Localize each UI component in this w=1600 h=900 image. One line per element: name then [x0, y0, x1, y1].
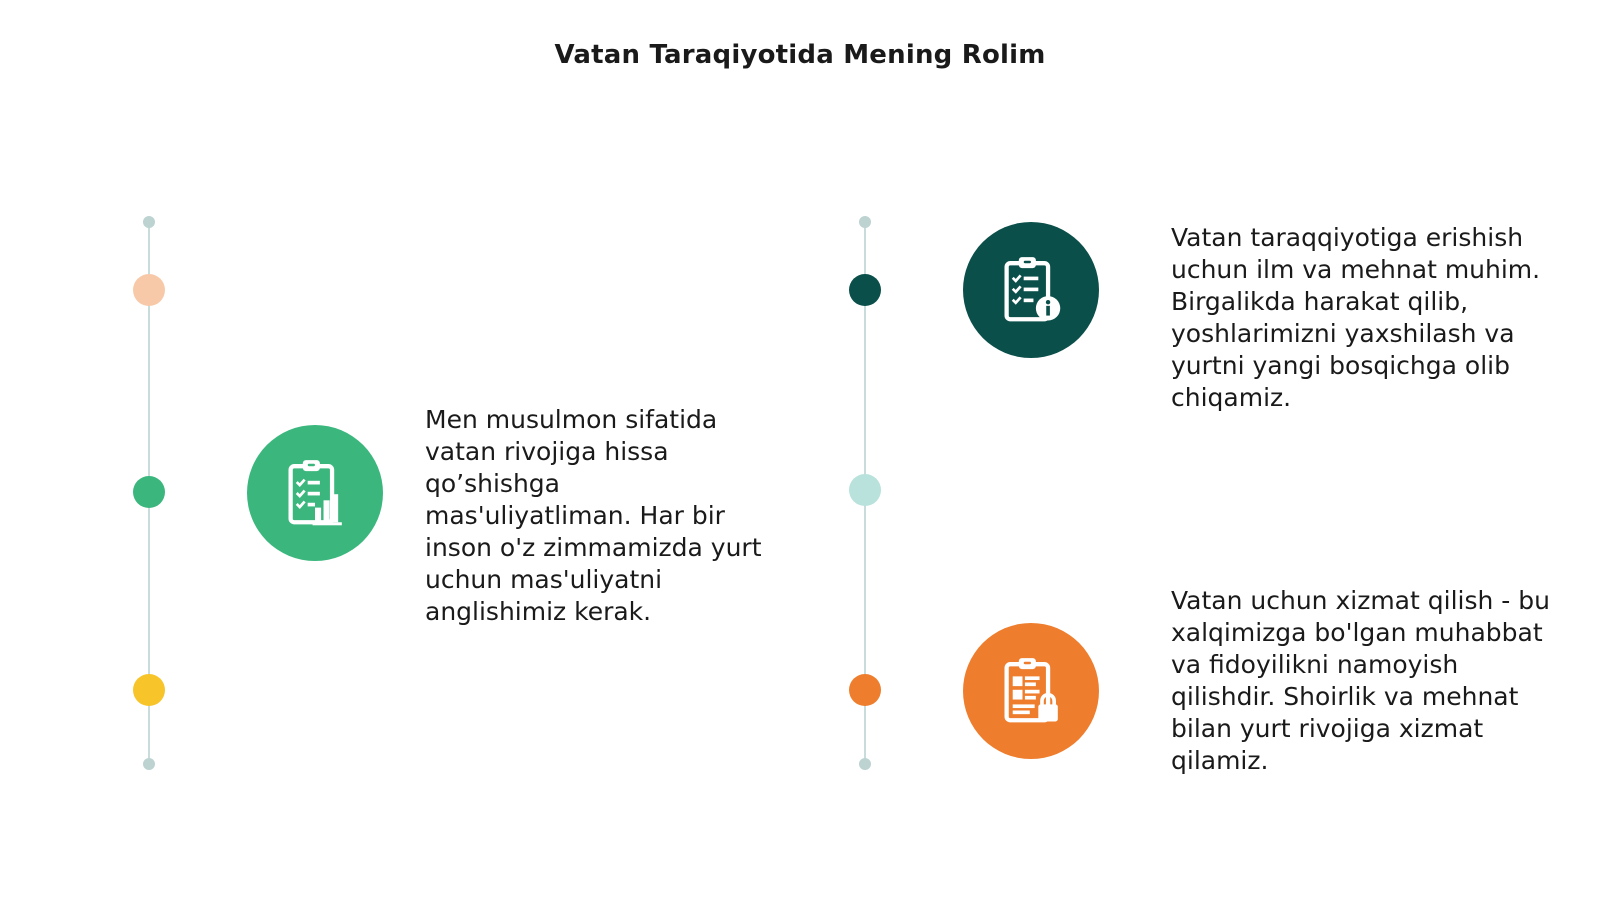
right-timeline-start [859, 216, 871, 228]
left-timeline-dot-2 [133, 476, 165, 508]
left-timeline-dot-1 [133, 274, 165, 306]
right-timeline-dot-1 [849, 274, 881, 306]
left-timeline-end [143, 758, 155, 770]
item-3-text: Vatan uchun xizmat qilish - bu xalqimizga bo'lgan muhabbat va fidoyilikni namoyish qilishdir. Shoirlik va mehnat bilan yurt rivojiga xizmat qilamiz. [1171, 586, 1550, 775]
clipboard-lock-icon-glyph [992, 652, 1070, 730]
right-timeline-end [859, 758, 871, 770]
page-title: Vatan Taraqiyotida Mening Rolim [554, 40, 1046, 70]
left-timeline-dot-3 [133, 674, 165, 706]
clipboard-chart-icon-glyph [276, 454, 354, 532]
right-timeline-dot-2 [849, 474, 881, 506]
right-timeline-dot-3 [849, 674, 881, 706]
item-1-text: Men musulmon sifatida vatan rivojiga hissa qo’shishga mas'uliyatliman. Har bir inson o'z zimmamizda yurt uchun mas'uliyatni anglishimiz kerak. [425, 405, 762, 626]
clipboard-lock-icon [963, 623, 1099, 759]
left-timeline-start [143, 216, 155, 228]
clipboard-info-icon [963, 222, 1099, 358]
clipboard-chart-icon [247, 425, 383, 561]
item-2-text: Vatan taraqqiyotiga erishish uchun ilm va mehnat muhim. Birgalikda harakat qilib, yoshlarimizni yaxshilash va yurtni yangi bosqichga olib chiqamiz. [1171, 223, 1541, 412]
clipboard-info-icon-glyph [992, 251, 1070, 329]
